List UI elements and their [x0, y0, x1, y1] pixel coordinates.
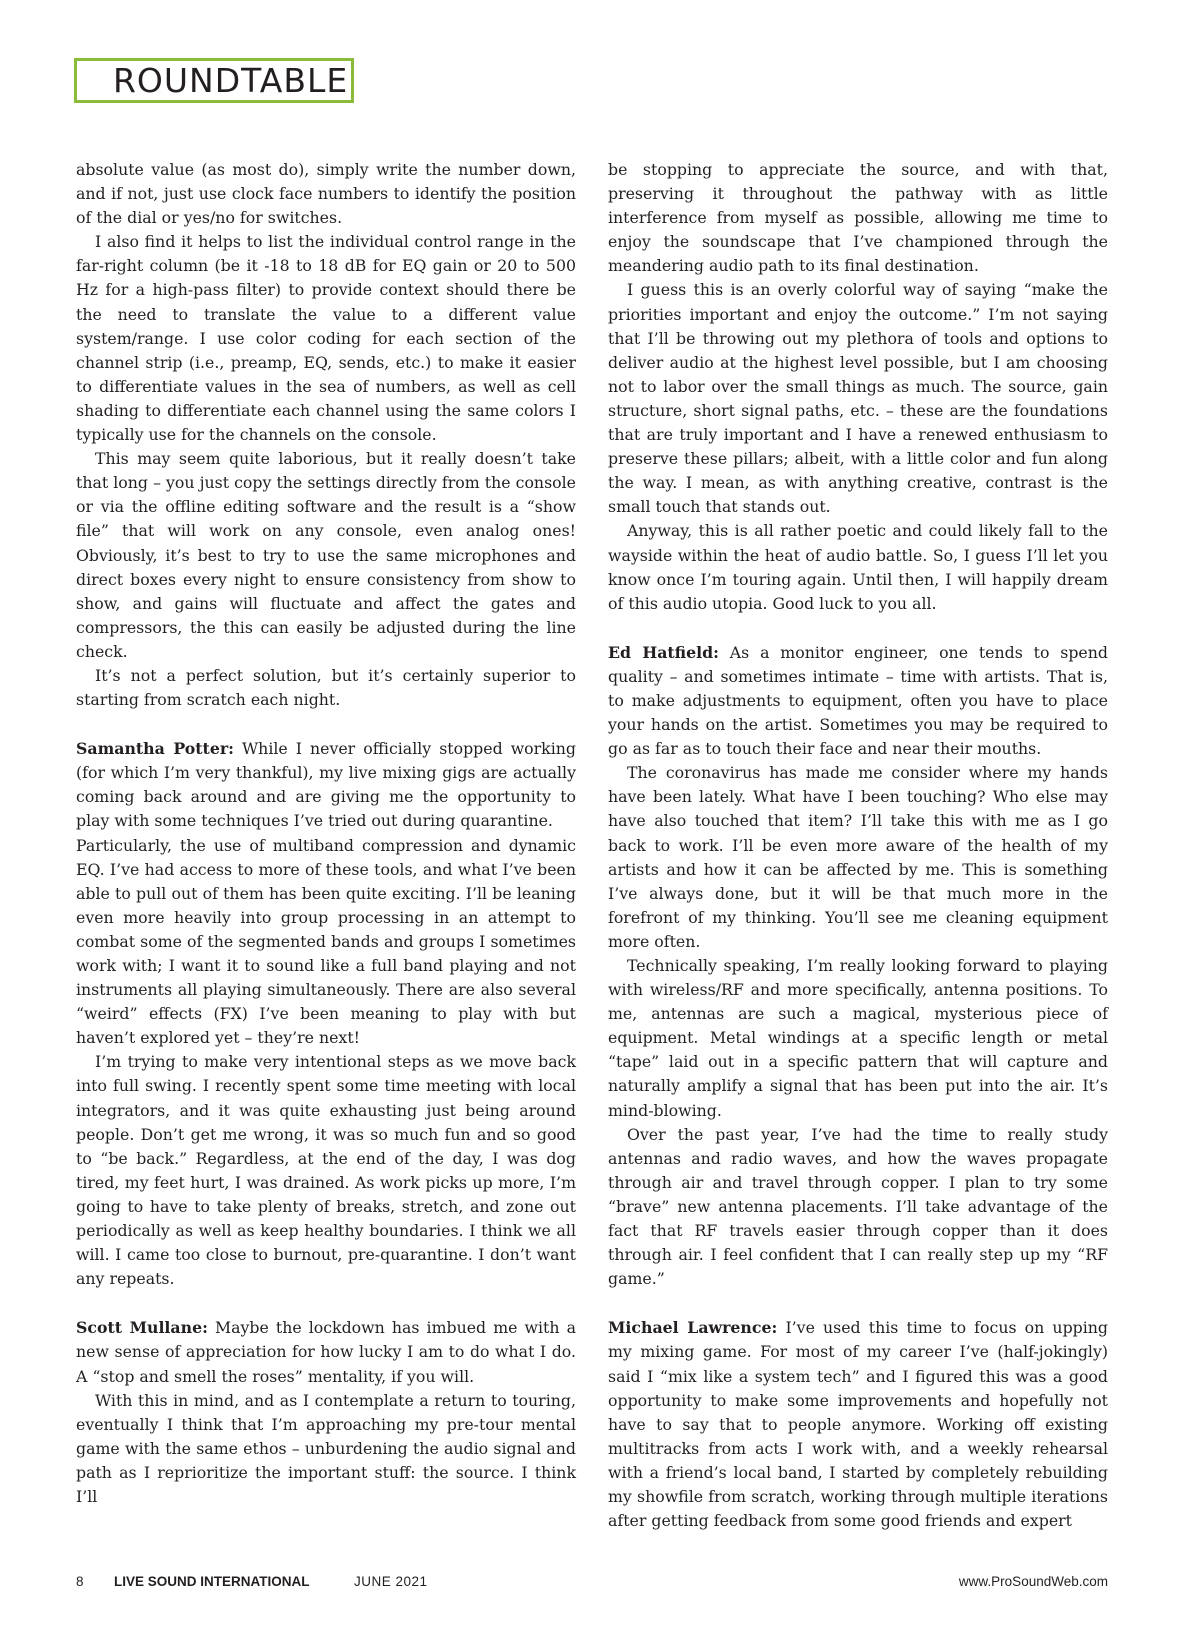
paragraph: be stopping to appreciate the source, and with that, preserving it throughout the pathway with as little interference from myself as possible, allowing me time to enjoy the soundscape that I’ve championed through the meandering audio path to its final destination.: [608, 160, 1108, 276]
paragraph: With this in mind, and as I contemplate a return to touring, eventually I think that I’m approaching my pre-tour mental game with the same ethos – unburdening the audio signal and path as I reprioritize the important stuff: the source. I think I’ll: [76, 1390, 576, 1506]
paragraph: Technically speaking, I’m really looking forward to playing with wireless/RF and more specifically, antenna positions. To me, antennas are such a magical, mysterious piece of equipment. Metal windings at a specific length or metal “tape” laid out in a specific pattern that will capture and naturally amplify a signal that has been put into the air. It’s mind-blowing.: [608, 956, 1108, 1120]
paragraph: I’m trying to make very intentional steps as we move back into full swing. I recently spent some time meeting with local integrators, and it was quite exhausting just being around people. Don’t get me wrong, it was so much fun and so good to “be back.” Regardless, at the end of the day, I was dog tired, my feet hurt, I was drained. As work picks up more, I’m going to have to take plenty of breaks, stretch, and zone out periodically as well as keep healthy boundaries. I think we all will. I came too close to burnout, pre-quarantine. I don’t want any repeats.: [76, 1052, 576, 1289]
speaker-name: Ed Hatfield:: [608, 642, 719, 662]
paragraph: It’s not a perfect solution, but it’s certainly superior to starting from scratch each night.: [76, 665, 576, 710]
speaker-paragraph: [76, 1316, 576, 1388]
left-column: [76, 158, 576, 1509]
paragraph: I guess this is an overly colorful way of saying “make the priorities important and enjoy the outcome.” I’m not saying that I’ll be throwing out my plethora of tools and options to deliver audio at the highest level possible, but I am choosing not to labor over the small things as much. The source, gain structure, short signal paths, etc. – these are the foundations that are truly important and I have a renewed enthusiasm to preserve these pillars; albeit, with a little color and fun along the way. I mean, as with anything creative, contrast is the small touch that stands out.: [608, 280, 1108, 517]
right-column: [608, 158, 1108, 1533]
paragraph-text: As a monitor engineer, one tends to spend quality – and sometimes intimate – time with artists. That is, to make adjustments to equipment, often you have to place your hands on the artist. Sometimes you may be required to go as far as to touch their face and near their mouths.: [608, 642, 1108, 759]
issue-date: JUNE 2021: [354, 1574, 428, 1589]
paragraph-text: Maybe the lockdown has imbued me with a new sense of appreciation for how lucky I am to do what I do. A “stop and smell the roses” mentality, if you will.: [76, 1318, 576, 1386]
speaker-name: Michael Lawrence:: [608, 1318, 778, 1338]
section-header: ROUNDTABLE: [74, 58, 354, 103]
page-number: 8: [76, 1574, 84, 1589]
speaker-name: Samantha Potter:: [76, 739, 234, 759]
paragraph: Over the past year, I’ve had the time to really study antennas and radio waves, and how the waves propagate through air and travel through copper. I plan to try some “brave” new antenna placements. I’ll take advantage of the fact that RF travels easier through copper than it does through air. I feel confident that I can really step up my “RF game.”: [608, 1124, 1108, 1289]
paragraph-text: While I never officially stopped working (for which I’m very thankful), my live mixing gigs are actually coming back around and are giving me the opportunity to play with some techniques I’ve tried out during quarantine.: [76, 739, 576, 831]
website-link[interactable]: www.ProSoundWeb.com: [958, 1574, 1108, 1589]
paragraph: This may seem quite laborious, but it really doesn’t take that long – you just copy the settings directly from the console or via the offline editing software and the result is a “show file” that will work on any console, even analog ones! Obviously, it’s best to try to use the same microphones and direct boxes every night to ensure consistency from show to show, and gains will fluctuate and affect the gates and compressors, the this can easily be adjusted during the line check.: [76, 449, 576, 661]
paragraph: I also find it helps to list the individual control range in the far-right column (be it -18 to 18 dB for EQ gain or 20 to 500 Hz for a high-pass filter) to provide context should there be the need to translate the value to a different value system/range. I use color coding for each section of the channel strip (i.e., preamp, EQ, sends, etc.) to make it easier to differentiate values in the sea of numbers, as well as cell shading to differentiate each channel using the same colors I typically use for the channels on the console.: [76, 232, 576, 445]
speaker-paragraph: [608, 1316, 1108, 1533]
speaker-paragraph: [76, 737, 576, 833]
paragraph-text: I’ve used this time to focus on upping my mixing game. For most of my career I’ve (half-jokingly) said I “mix like a system tech” and I figured this was a good opportunity to make some improvements and hopefully not have to say that to people anymore. Working off existing multitracks from acts I work with, and a weekly rehearsal with a friend’s local band, I started by completely rebuilding my showfile from scratch, working through multiple iterations after getting feedback from some good friends and expert: [608, 1318, 1108, 1531]
speaker-name: Scott Mullane:: [76, 1318, 208, 1338]
speaker-paragraph: [608, 641, 1108, 761]
paragraph: Particularly, the use of multiband compression and dynamic EQ. I’ve had access to more of these tools, and what I’ve been able to pull out of them has been quite exciting. I’ll be leaning even more heavily into group processing in an attempt to combat some of the segmented bands and groups I sometimes work with; I want it to sound like a full band playing and not instruments all playing simultaneously. There are also several “weird” effects (FX) I’ve been meaning to play with but haven’t explored yet – they’re next!: [76, 835, 576, 1048]
paragraph: The coronavirus has made me consider where my hands have been lately. What have I been touching? Who else may have also touched that item? I’ll take this with me as I go back to work. I’ll be even more aware of the health of my artists and how it can be affected by me. This is something I’ve always done, but it will be that much more in the forefront of my thinking. You’ll see me cleaning equipment more often.: [608, 763, 1108, 951]
paragraph: Anyway, this is all rather poetic and could likely fall to the wayside within the heat of audio battle. So, I guess I’ll let you know once I’m touring again. Until then, I will happily dream of this audio utopia. Good luck to you all.: [608, 521, 1108, 613]
page-footer: [76, 1574, 1108, 1594]
magazine-name: LIVE SOUND INTERNATIONAL: [114, 1574, 310, 1589]
paragraph: absolute value (as most do), simply write the number down, and if not, just use clock face numbers to identify the position of the dial or yes/no for switches.: [76, 160, 576, 228]
